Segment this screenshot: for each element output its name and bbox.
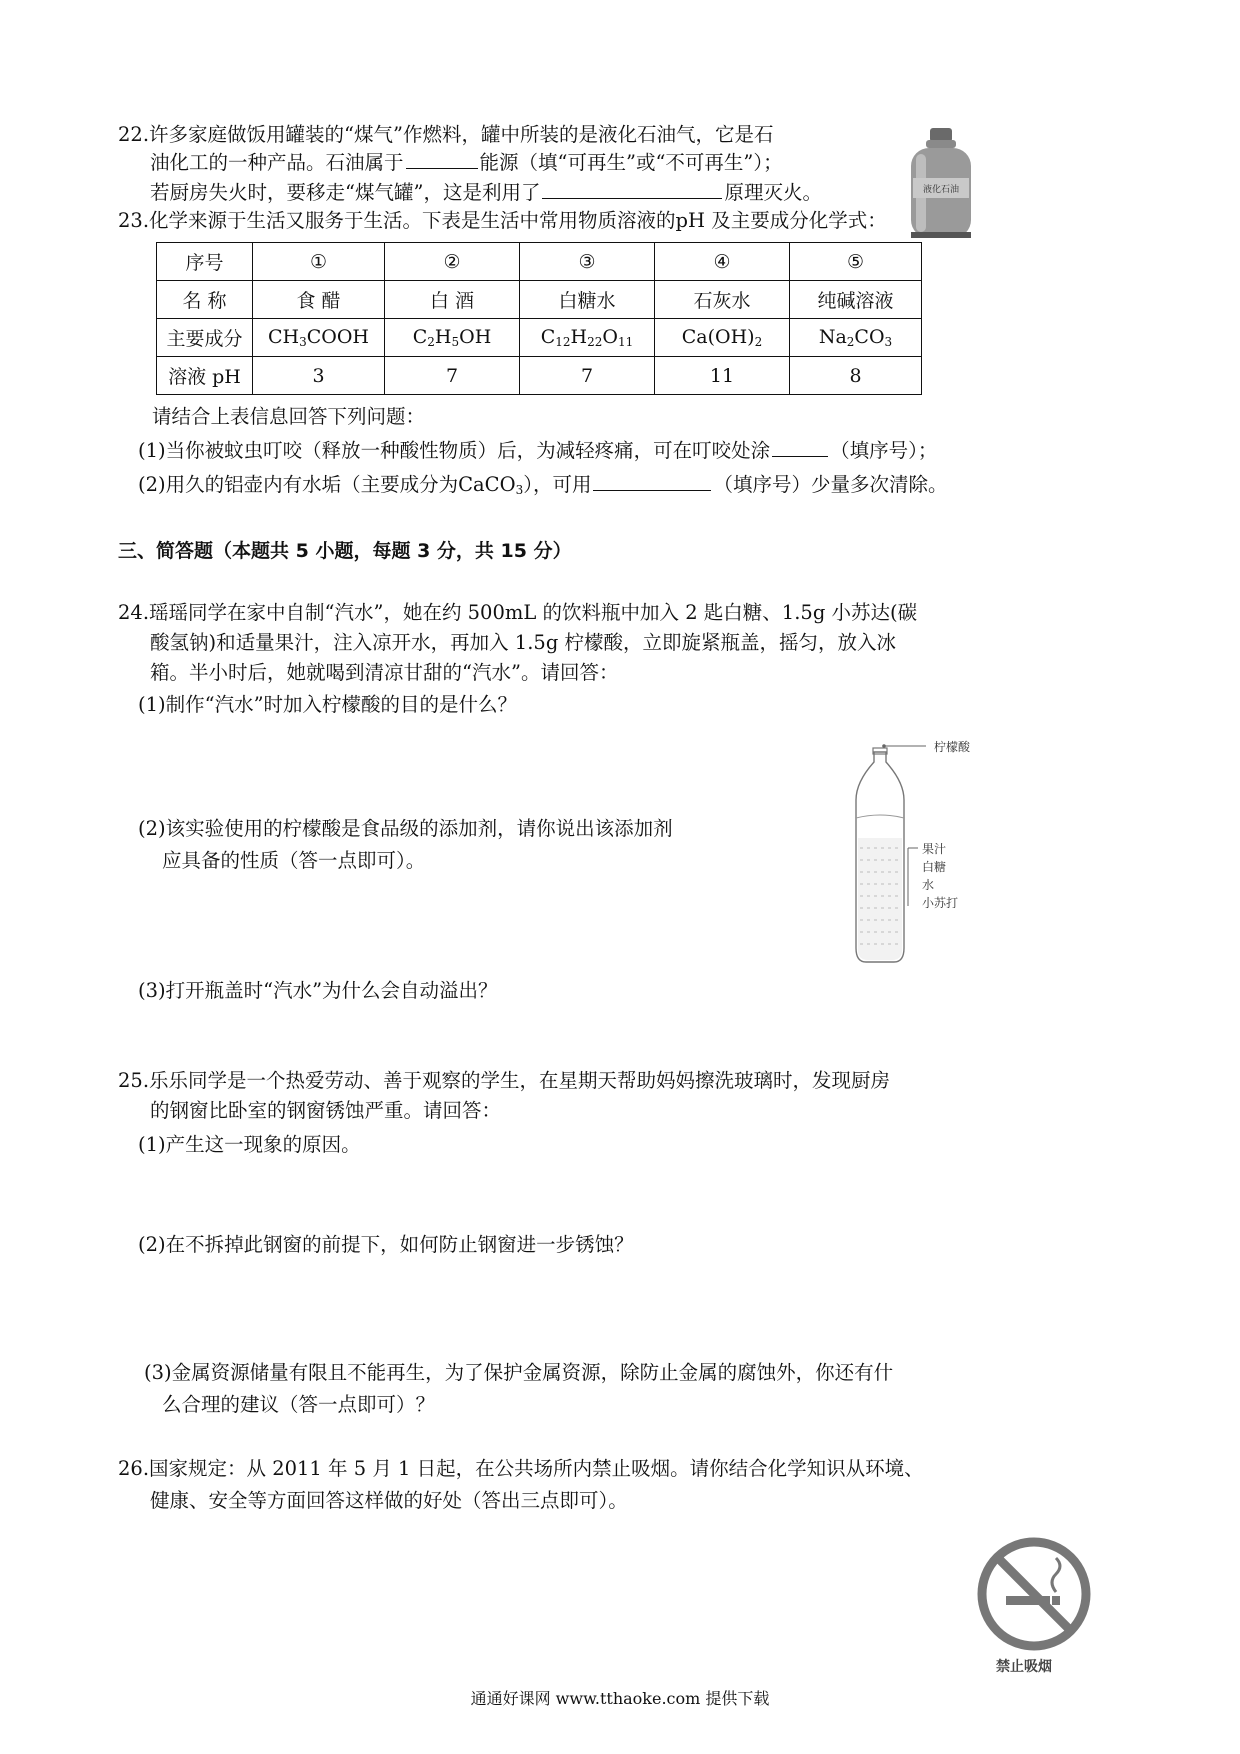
q25-sub1: (1)产生这一现象的原因。 <box>138 1133 361 1156</box>
q22-line2-b: 能源（填“可再生”或“不可再生”）； <box>479 151 783 174</box>
bottle-label-4: 小苏打 <box>922 896 959 910</box>
q23-sub2-c: （填序号）少量多次清除。 <box>713 473 948 496</box>
table-cell: ⑤ <box>790 243 922 281</box>
table-cell: ② <box>385 243 520 281</box>
row-header: 名 称 <box>157 281 253 319</box>
row-header: 序号 <box>157 243 253 281</box>
table-cell: 3 <box>253 357 385 395</box>
q24-line3: 箱。半小时后，她就喝到清凉甘甜的“汽水”。请回答： <box>150 661 619 684</box>
table-row <box>157 319 922 357</box>
bottle-label-1: 果汁 <box>922 842 947 856</box>
table-cell: 石灰水 <box>655 281 790 319</box>
no-smoking-label: 禁止吸烟 <box>996 1659 1052 1675</box>
formula-cell: $C_{12}H_{22}O_{11}$ <box>520 319 655 357</box>
cylinder-label: 液化石油 <box>922 185 960 195</box>
q22-line3 <box>150 180 822 206</box>
bottle-label-2: 白糖 <box>922 860 947 874</box>
table-cell: ④ <box>655 243 790 281</box>
page-footer: 通通好课网 www.tthaoke.com 提供下载 <box>470 1689 770 1708</box>
table-row <box>157 281 922 319</box>
q24-line2: 酸氢钠)和适量果汁，注入凉开水，再加入 1.5g 柠檬酸，立即旋紧瓶盖，摇匀，放入冰 <box>150 631 896 654</box>
formula-cell: $C_2H_5OH$ <box>385 319 520 357</box>
gas-cylinder-icon <box>908 128 974 242</box>
q23-sub1-b: （填序号）； <box>830 439 938 462</box>
q23-sub1-a: (1)当你被蚊虫叮咬（释放一种酸性物质）后，为减轻疼痛，可在叮咬处涂 <box>138 439 771 462</box>
q23-sub1 <box>138 438 937 464</box>
section-heading: 三、简答题（本题共 5 小题，每题 3 分，共 15 分） <box>118 540 572 562</box>
q23-sub2: (2)用久的铝壶内有水垢（主要成分为CaCO$_3$），可用 （填序号）少量多次清除。 <box>138 473 948 497</box>
table-cell: ① <box>253 243 385 281</box>
q23-intro: 23.化学来源于生活又服务于生活。下表是生活中常用物质溶液的pH 及主要成分化学式： <box>118 209 887 232</box>
q24-sub2b: 应具备的性质（答一点即可）。 <box>162 849 426 872</box>
q24-sub2a: (2)该实验使用的柠檬酸是食品级的添加剂，请你说出该添加剂 <box>138 817 673 840</box>
q22-blank1[interactable] <box>406 150 478 169</box>
table-cell: 纯碱溶液 <box>790 281 922 319</box>
no-smoking-icon <box>976 1536 1092 1652</box>
bottle-label-top: 柠檬酸 <box>934 740 971 754</box>
q24-line1: 24.瑶瑶同学在家中自制“汽水”，她在约 500mL 的饮料瓶中加入 2 匙白糖、1.5g 小苏达(碳 <box>118 601 918 624</box>
q23-blank1[interactable] <box>772 438 828 457</box>
q25-line1: 25.乐乐同学是一个热爱劳动、善于观察的学生，在星期天帮助妈妈擦洗玻璃时，发现厨房 <box>118 1069 891 1092</box>
q23-sub2-b: ），可用 <box>523 473 592 496</box>
formula-cell: $Ca(OH)_2$ <box>655 319 790 357</box>
table-cell: ③ <box>520 243 655 281</box>
q22-line2-a: 油化工的一种产品。石油属于 <box>150 151 404 174</box>
q22-line1: 22.许多家庭做饭用罐装的“煤气”作燃料，罐中所装的是液化石油气，它是石 <box>118 123 774 146</box>
q22-line3-b: 原理灭火。 <box>724 181 822 204</box>
table-cell: 11 <box>655 357 790 395</box>
q23-blank2[interactable] <box>593 472 711 491</box>
table-cell: 白糖水 <box>520 281 655 319</box>
row-header: 主要成分 <box>157 319 253 357</box>
q24-sub3: (3)打开瓶盖时“汽水”为什么会自动溢出？ <box>138 979 498 1002</box>
q25-sub3b: 么合理的建议（答一点即可）？ <box>162 1393 436 1416</box>
table-cell: 7 <box>385 357 520 395</box>
q23-sub2-a: (2)用久的铝壶内有水垢（主要成分为CaCO <box>138 473 516 496</box>
q26-line2: 健康、安全等方面回答这样做的好处（答出三点即可）。 <box>150 1489 628 1512</box>
bottle-diagram <box>840 738 1000 968</box>
q24-sub1: (1)制作“汽水”时加入柠檬酸的目的是什么？ <box>138 693 518 716</box>
q25-sub3a: (3)金属资源储量有限且不能再生，为了保护金属资源，除防止金属的腐蚀外，你还有什 <box>144 1361 894 1384</box>
q23-prompt: 请结合上表信息回答下列问题： <box>152 405 426 428</box>
bottle-label-3: 水 <box>922 878 935 892</box>
q25-sub2: (2)在不拆掉此钢窗的前提下，如何防止钢窗进一步锈蚀？ <box>138 1233 634 1256</box>
ph-table <box>156 242 922 395</box>
q22-blank2[interactable] <box>542 180 722 199</box>
q22-line2 <box>150 150 783 176</box>
table-row <box>157 357 922 395</box>
row-header: 溶液 pH <box>157 357 253 395</box>
table-cell: 8 <box>790 357 922 395</box>
table-cell: 食 醋 <box>253 281 385 319</box>
table-cell: 7 <box>520 357 655 395</box>
q22-line3-a: 若厨房失火时，要移走“煤气罐”，这是利用了 <box>150 181 541 204</box>
formula-cell: $CH_3COOH$ <box>253 319 385 357</box>
q26-line1: 26.国家规定：从 2011 年 5 月 1 日起，在公共场所内禁止吸烟。请你结合化学知识从环境、 <box>118 1457 924 1480</box>
formula-cell: $Na_2CO_3$ <box>790 319 922 357</box>
q25-line2: 的钢窗比卧室的钢窗锈蚀严重。请回答： <box>150 1099 502 1122</box>
table-row <box>157 243 922 281</box>
table-cell: 白 酒 <box>385 281 520 319</box>
